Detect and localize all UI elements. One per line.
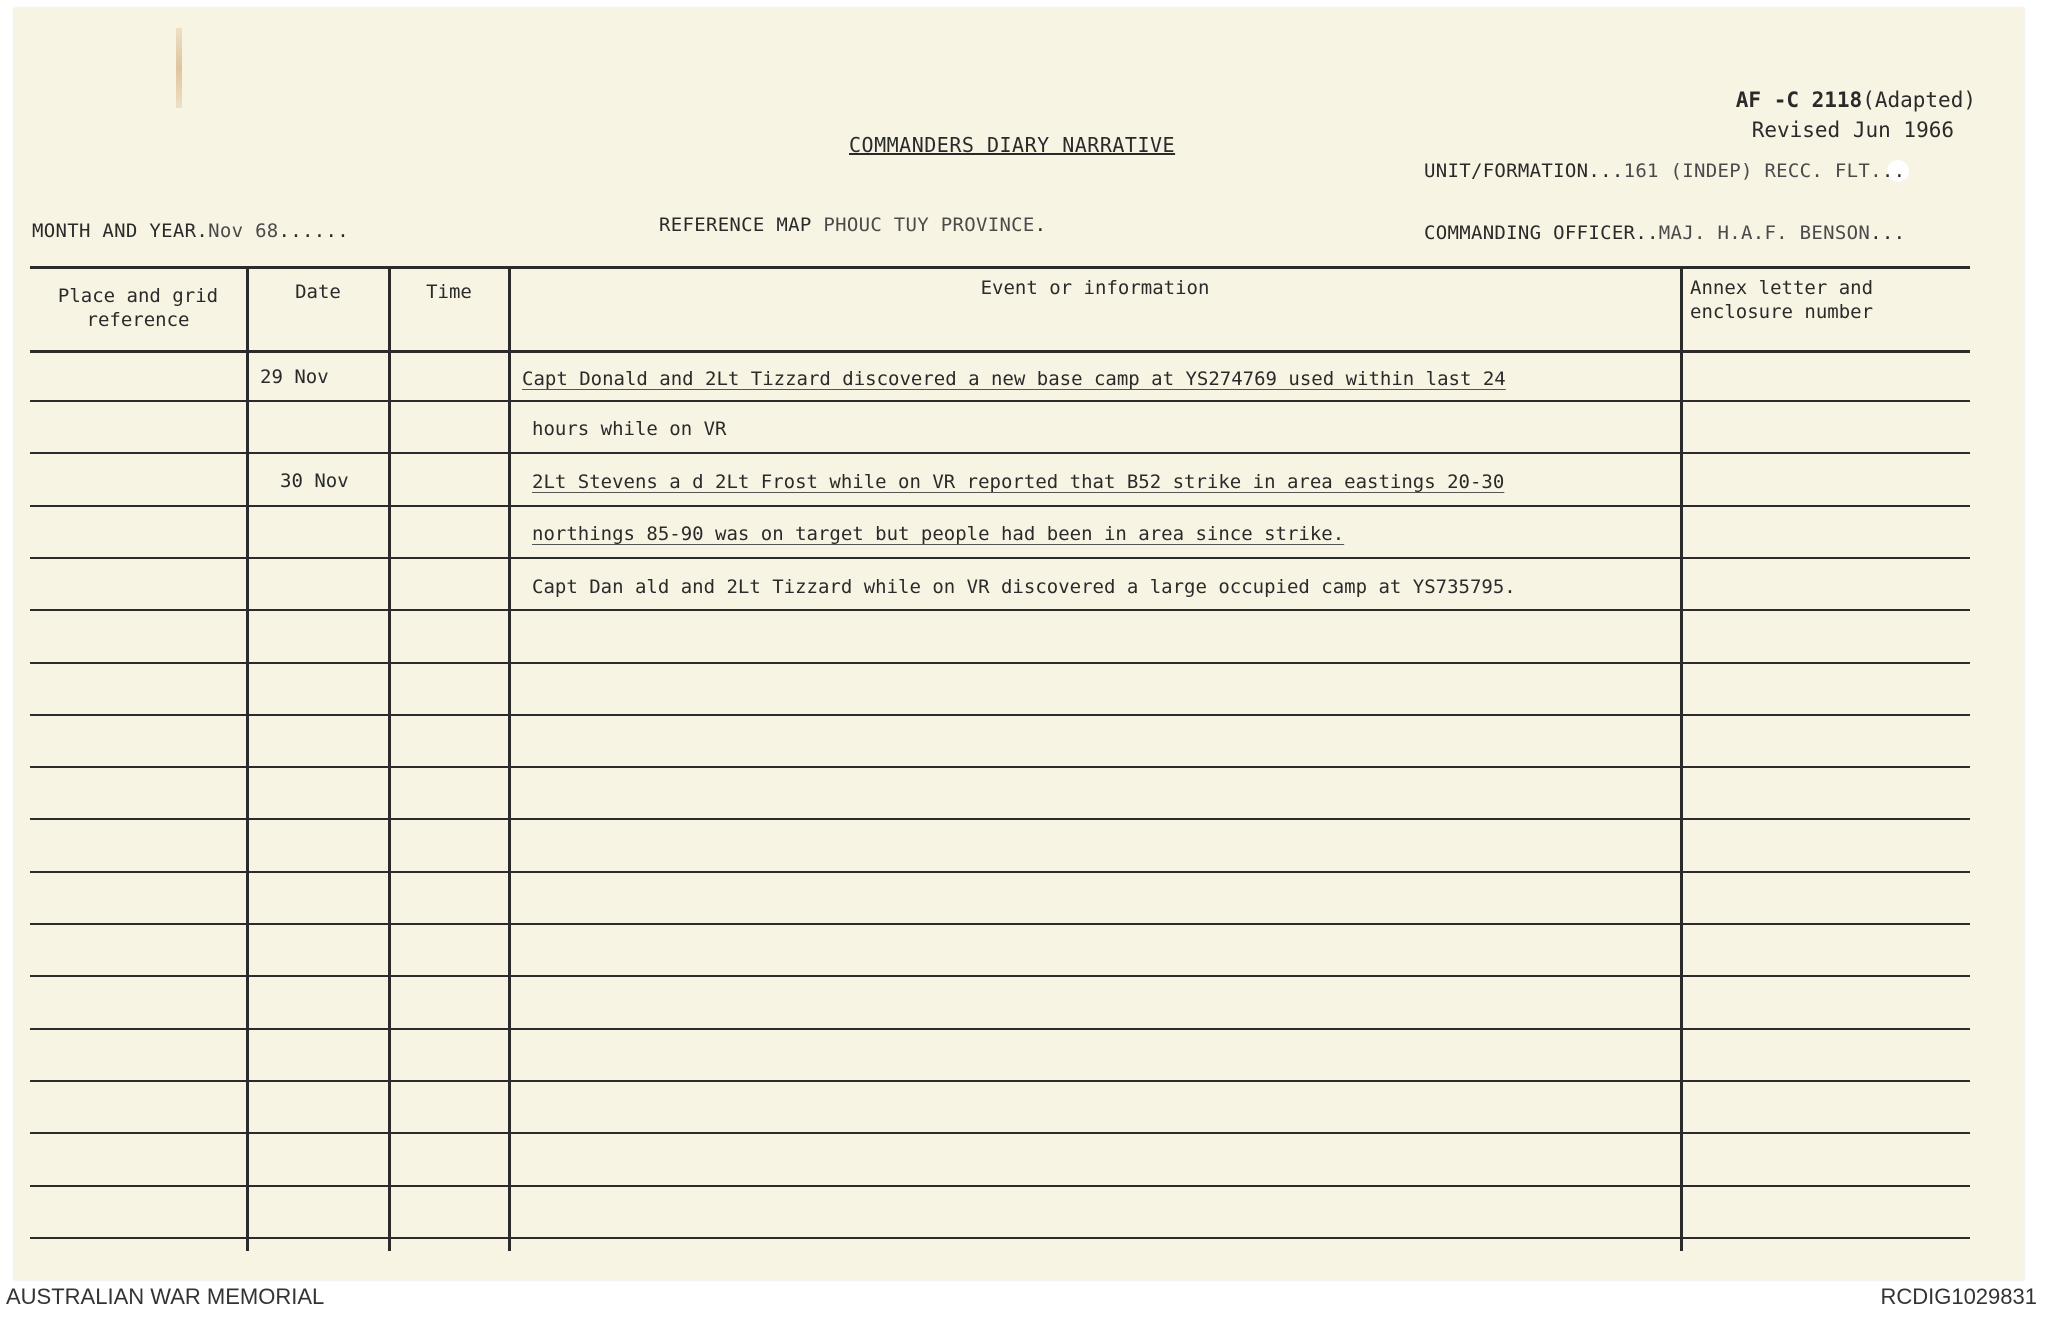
row-rule: [30, 923, 1970, 925]
row-rule: [30, 1028, 1970, 1030]
refmap-label: REFERENCE MAP: [659, 214, 812, 236]
col-header-date: Date: [295, 281, 341, 303]
row-rule: [30, 1237, 1970, 1239]
col-header-annex: Annex letter and enclosure number: [1690, 277, 1874, 323]
row-3-event: 2Lt Stevens a d 2Lt Frost while on VR reported that B52 strike in area eastings 20-30: [532, 471, 1505, 493]
month-value: Nov 68: [208, 220, 279, 242]
row-rule: [30, 766, 1970, 768]
co-value: MAJ. H.A.F. BENSON: [1658, 222, 1871, 244]
month-and-year: MONTH AND YEAR.Nov 68......: [32, 220, 349, 242]
row-rule: [30, 400, 1970, 402]
form-code-suffix: (Adapted): [1862, 88, 1976, 112]
row-3-date: 30 Nov: [280, 470, 349, 492]
table-top-rule: [30, 266, 1970, 269]
col-header-event: Event or information: [980, 277, 1210, 299]
row-rule: [30, 662, 1970, 664]
row-rule: [30, 609, 1970, 611]
diary-sheet: [14, 8, 2024, 1280]
row-rule: [30, 1185, 1970, 1187]
form-code-number: AF -C 2118: [1735, 88, 1863, 112]
row-rule: [30, 505, 1970, 507]
row-2-event: hours while on VR: [532, 418, 727, 440]
row-1-event: Capt Donald and 2Lt Tizzard discovered a new base camp at YS274769 used within last 24: [522, 368, 1506, 390]
commanding-officer: COMMANDING OFFICER..MAJ. H.A.F. BENSON...: [1424, 222, 1906, 244]
col-header-place: Place and grid reference: [57, 285, 219, 331]
row-rule: [30, 452, 1970, 454]
header-bottom-rule: [30, 350, 1970, 353]
row-1-date: 29 Nov: [260, 366, 329, 388]
revised-date: Revised Jun 1966: [1751, 118, 1954, 142]
row-4-event: northings 85-90 was on target but people had been in area since strike.: [532, 523, 1345, 545]
footer-id: RCDIG1029831: [1880, 1284, 2037, 1309]
col-divider-1: [246, 266, 249, 1251]
diary-table: [30, 266, 1970, 1251]
page-title: COMMANDERS DIARY NARRATIVE: [849, 133, 1176, 157]
co-label: COMMANDING OFFICER: [1424, 222, 1636, 244]
unit-value: 161 (INDEP) RECC. FLT.: [1623, 160, 1882, 182]
unit-formation: UNIT/FORMATION...161 (INDEP) RECC. FLT...: [1424, 160, 1906, 182]
row-5-event: Capt Dan ald and 2Lt Tizzard while on VR discovered a large occupied camp at YS735795.: [532, 576, 1516, 598]
row-rule: [30, 871, 1970, 873]
col-header-time: Time: [426, 281, 472, 303]
col-divider-3: [508, 266, 511, 1251]
row-rule: [30, 818, 1970, 820]
row-rule: [30, 714, 1970, 716]
month-label: MONTH AND YEAR: [32, 220, 197, 242]
unit-label: UNIT/FORMATION: [1424, 160, 1589, 182]
row-rule: [30, 1080, 1970, 1082]
row-rule: [30, 557, 1970, 559]
staple-mark: [176, 28, 182, 108]
footer-source: AUSTRALIAN WAR MEMORIAL: [6, 1284, 325, 1309]
col-divider-2: [388, 266, 391, 1251]
col-divider-4: [1680, 266, 1683, 1251]
form-code: [1736, 88, 1976, 112]
row-rule: [30, 975, 1970, 977]
row-rule: [30, 1132, 1970, 1134]
reference-map: REFERENCE MAP PHOUC TUY PROVINCE.: [659, 214, 1047, 236]
refmap-value: PHOUC TUY PROVINCE: [823, 214, 1035, 236]
